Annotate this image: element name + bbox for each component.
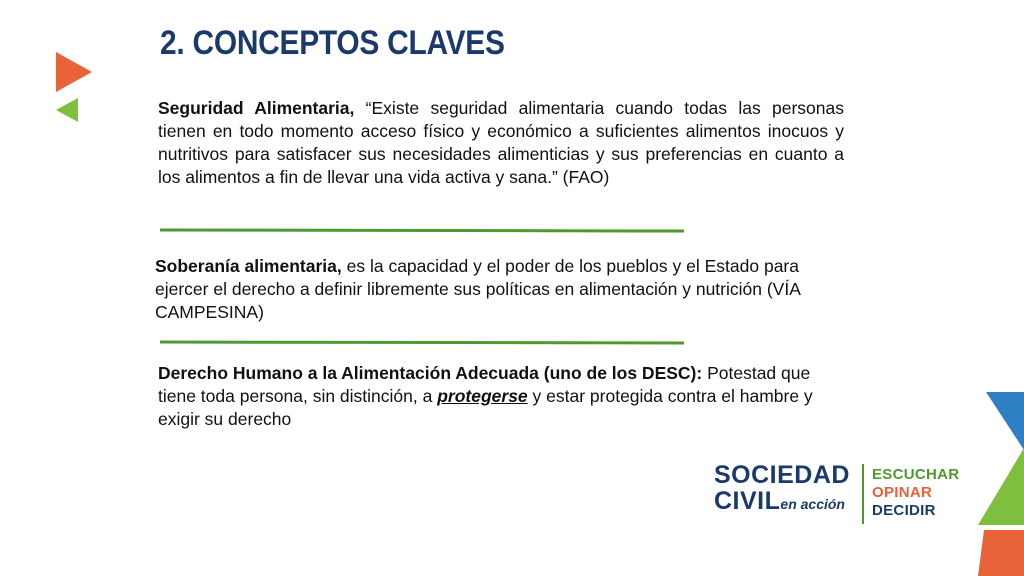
sociedad-civil-logo [714, 462, 974, 532]
logo-wordmark [714, 462, 850, 517]
concept-derecho-humano [158, 362, 848, 431]
play-arrow-orange-icon [52, 50, 96, 94]
tagline-opinar: OPINAR [872, 484, 933, 501]
page-title: 2. CONCEPTOS CLAVES [160, 24, 505, 62]
concept-emphasis: protegerse [437, 386, 528, 406]
concept-text: “Existe seguridad alimentaria cuando todas las personas tienen en todo momento acceso físico y económico a suficientes alimentos inocuos y nutritivos para satisfacer sus necesidades alimenticias y sus preferencias en cuanto a los alimentos a fin de llevar una vida activa y sana.” (FAO) [158, 98, 844, 187]
logo-tagline [872, 466, 959, 520]
tagline-decidir: DECIDIR [872, 502, 936, 519]
logo-line2-suffix: en acción [780, 496, 845, 512]
concept-term: Derecho Humano a la Alimentación Adecuada (uno de los DESC): [158, 363, 703, 383]
logo-separator [862, 464, 864, 524]
concept-text: es la capacidad y el poder de los pueblos y el Estado para ejercer el derecho a definir libremente sus políticas en alimentación y nutrición (VÍA CAMPESINA) [155, 256, 800, 322]
logo-line1: SOCIEDAD [714, 461, 850, 489]
concept-term: Seguridad Alimentaria, [158, 98, 355, 118]
concept-soberania-alimentaria [155, 255, 815, 324]
concept-seguridad-alimentaria [158, 97, 844, 189]
concept-text: Potestad que tiene toda persona, sin distinción, a [158, 363, 811, 406]
concept-text: y estar protegida contra el hambre y exigir su derecho [158, 386, 813, 429]
logo-line2: CIVIL [714, 487, 781, 515]
concept-term: Soberanía alimentaria, [155, 256, 342, 276]
logo-line2-wrap [714, 488, 850, 517]
tagline-escuchar: ESCUCHAR [872, 466, 960, 483]
divider [160, 228, 684, 232]
back-arrow-green-icon [54, 96, 82, 124]
divider [160, 341, 684, 345]
